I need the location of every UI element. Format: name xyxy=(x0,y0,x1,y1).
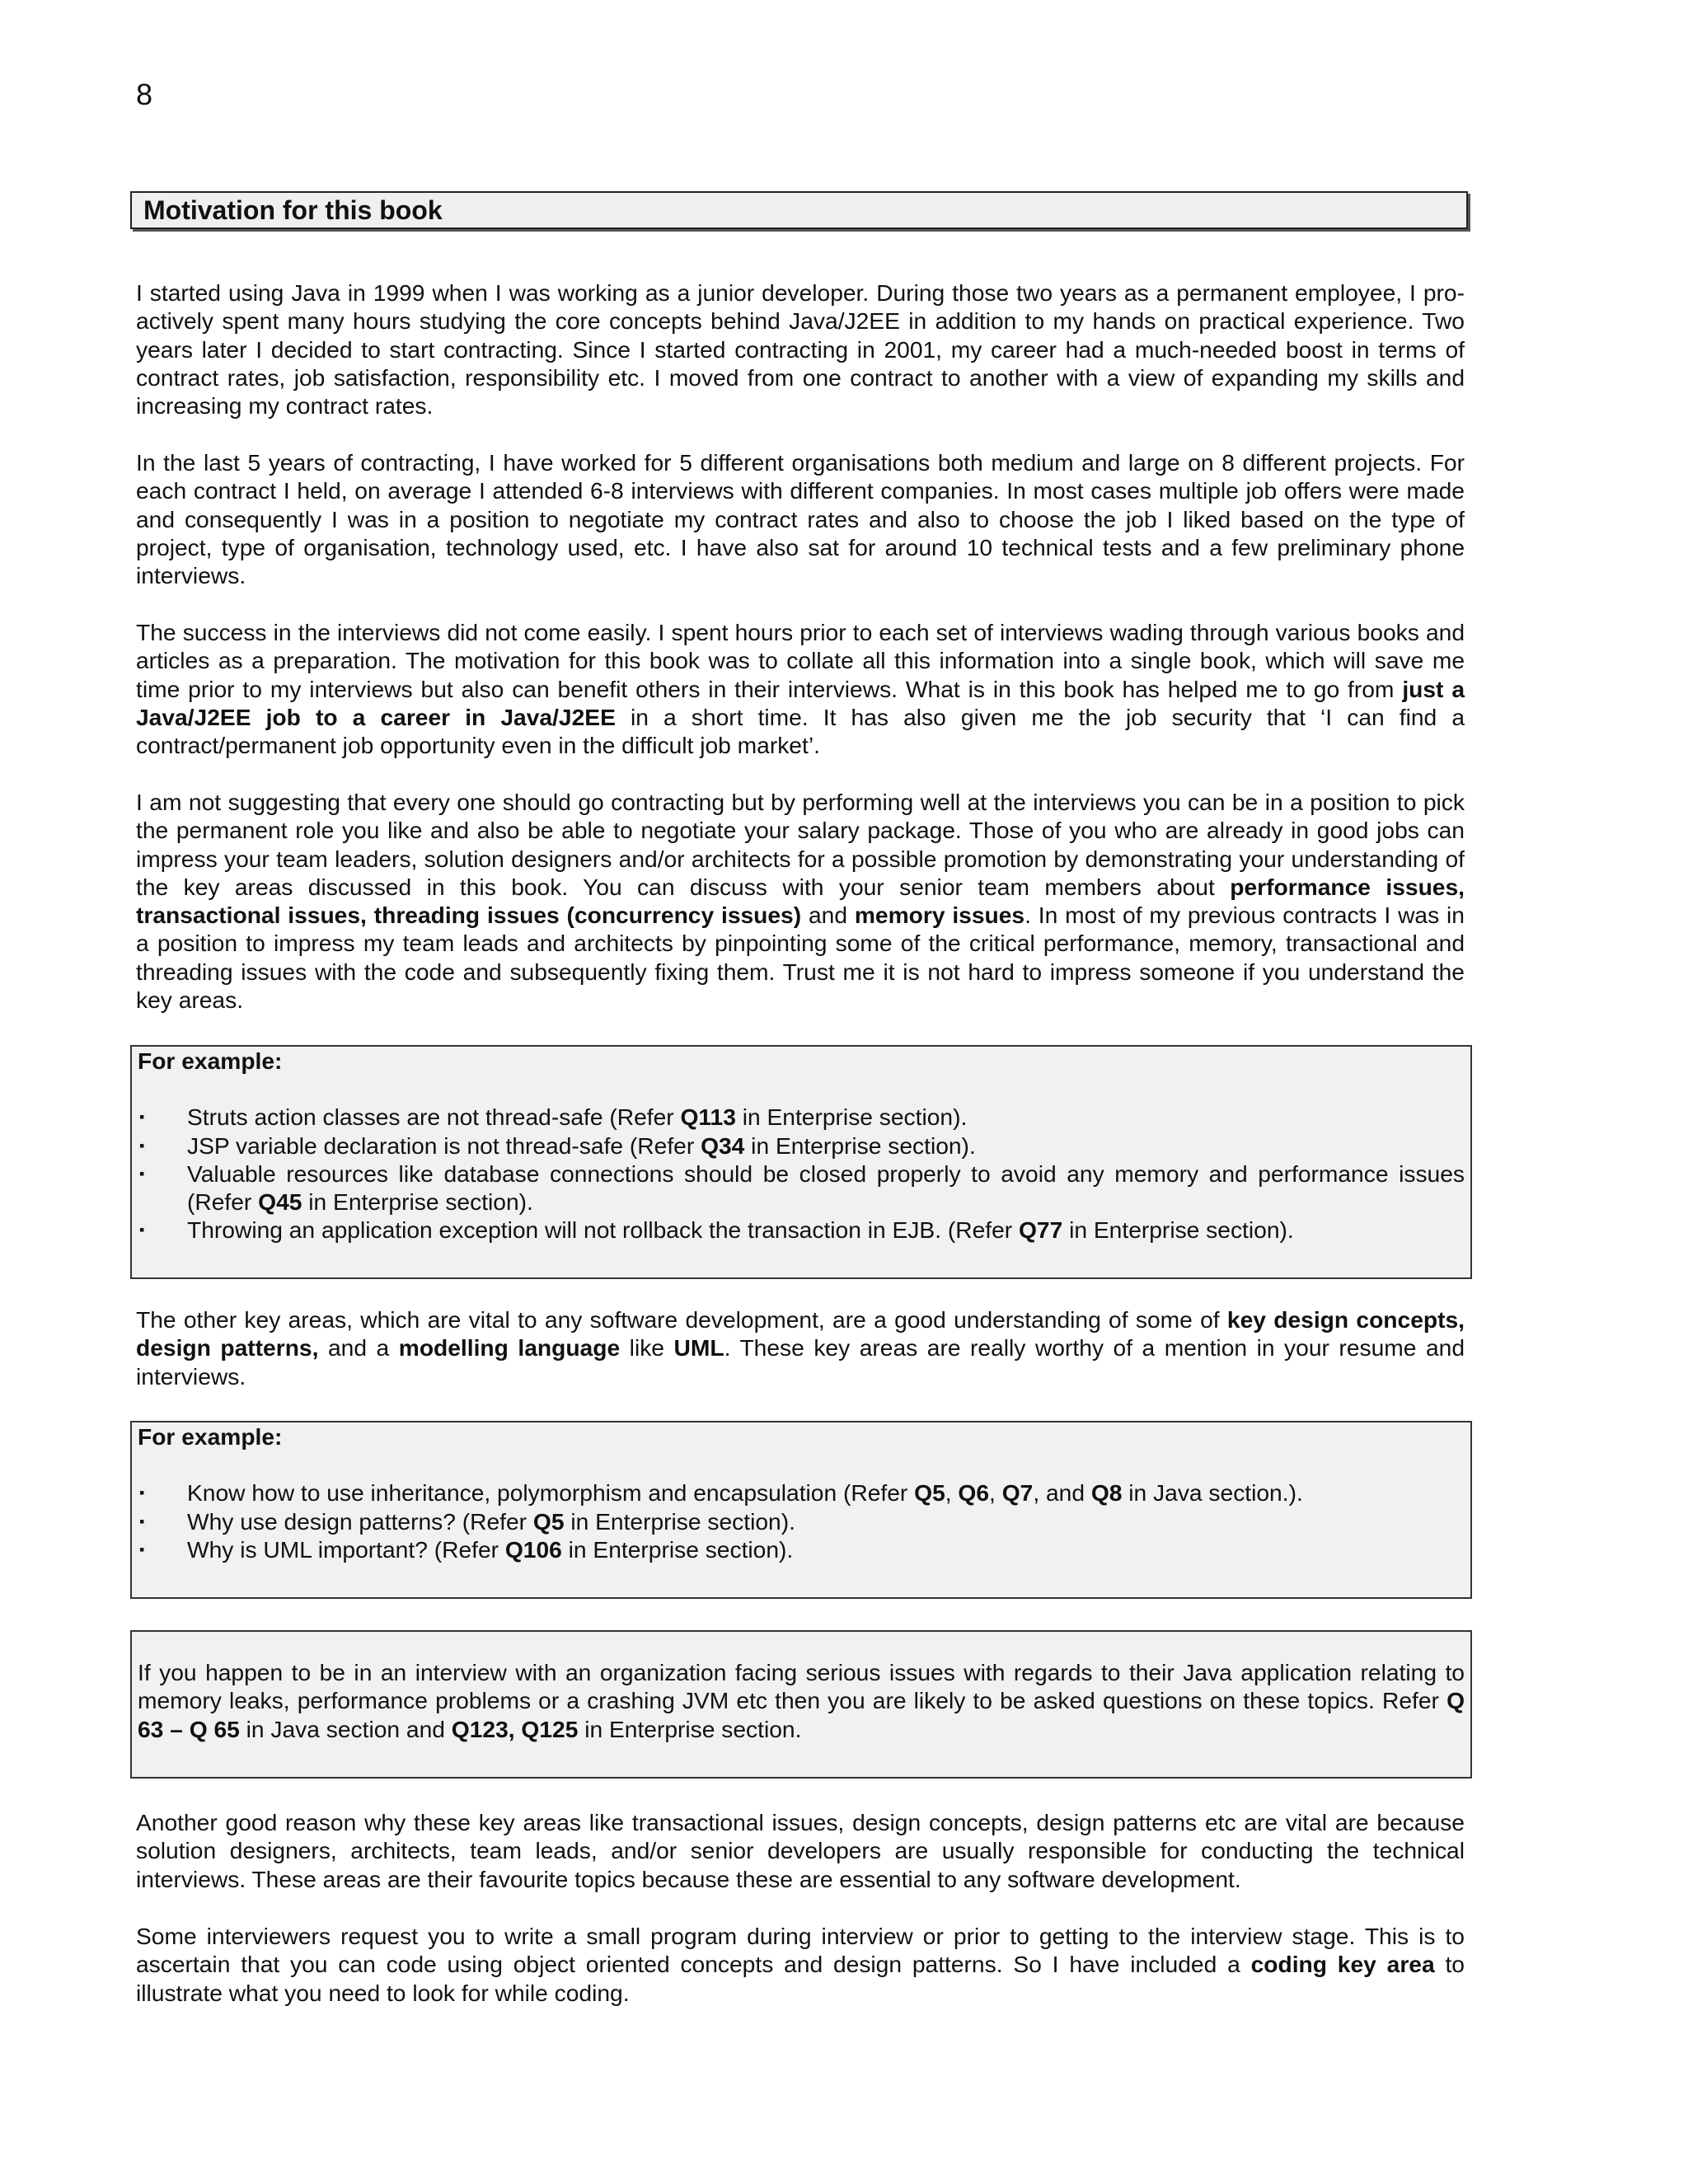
paragraph-1: I started using Java in 1999 when I was working as a junior developer. During those two years as a permanent employee, I pro-actively spent many hours studying the core concepts behind Java/J2EE in addition to my hands on practical experience. Two years later I decided to start contracting. Since I started contracting in 2001, my career had a much-needed boost in terms of contract rates, job satisfaction, responsibility etc. I moved from one contract to another with a view of expanding my skills and increasing my contract rates. xyxy=(136,279,1465,419)
example-box-title: For example: xyxy=(138,1423,283,1450)
paragraph-4: I am not suggesting that every one should go contracting but by performing well at the interviews you can be in a position to pick the permanent role you like and also be able to negotiate your salary package. Those of you who are already in good jobs can impress your team leaders, solution designers and/or architects for a possible promotion by demonstrating your understanding of the key areas discussed in this book. You can discuss with your senior team members about performance issues, transactional issues, threading issues (concurrency issues) and memory issues. In most of my previous contracts I was in a position to impress my team leads and architects by pinpointing some of the critical performance, memory, transactional and threading issues with the code and subsequently fixing them. Trust me it is not hard to impress someone if you understand the key areas. xyxy=(136,789,1465,1014)
section-heading-box xyxy=(130,191,1468,229)
section-heading: Motivation for this book xyxy=(143,195,443,225)
bullet-icon: ▪ xyxy=(139,1108,145,1126)
bullet-icon: ▪ xyxy=(139,1137,145,1154)
emphasis: UML xyxy=(673,1334,724,1361)
note-text: If you happen to be in an interview with an organization facing serious issues with regards to their Java application relating to memory leaks, performance problems or a crashing JVM etc then you are likely to be asked questions on these topics. Refer Q 63 – Q 65 in Java section and Q123, Q125 in Enterprise section. xyxy=(138,1659,1465,1742)
paragraph-5: The other key areas, which are vital to any software development, are a good understanding of some of key design concepts, design patterns, and a modelling language like UML. These key areas are really worthy of a mention in your resume and interviews. xyxy=(136,1306,1465,1390)
bullet-icon: ▪ xyxy=(139,1165,145,1182)
emphasis: performance issues, transactional issues, threading issues (concurrency issues) xyxy=(136,873,1465,929)
list-item: ▪ Know how to use inheritance, polymorphism and encapsulation (Refer Q5, Q6, Q7, and Q8 in Java section.). xyxy=(139,1479,1303,1507)
list-item: ▪ JSP variable declaration is not thread-safe (Refer Q34 in Enterprise section). xyxy=(139,1132,976,1159)
bullet-icon: ▪ xyxy=(139,1484,145,1502)
emphasis: modelling language xyxy=(398,1334,621,1361)
list-item: ▪ Valuable resources like database connections should be closed properly to avoid any memory and performance issues (Refer Q45 in Enterprise section). xyxy=(139,1160,1465,1216)
example-box-1 xyxy=(130,1045,1472,1279)
example-list-2 xyxy=(138,1479,1465,1563)
list-item: ▪ Why use design patterns? (Refer Q5 in Enterprise section). xyxy=(139,1507,795,1535)
emphasis: just a Java/J2EE job to a career in Java/J2EE xyxy=(136,675,1465,730)
paragraph-2: In the last 5 years of contracting, I have worked for 5 different organisations both medium and large on 8 different projects. For each contract I held, on average I attended 6-8 interviews with different companies. In most cases multiple job offers were made and consequently I was in a position to negotiate my contract rates and also to choose the job I liked based on the type of project, type of organisation, technology used, etc. I have also sat for around 10 technical tests and a few preliminary phone interviews. xyxy=(136,449,1465,589)
paragraph-7: Some interviewers request you to write a small program during interview or prior to getting to the interview stage. This is to ascertain that you can code using object oriented concepts and design patterns. So I have included a coding key area to illustrate what you need to look for while coding. xyxy=(136,1923,1465,2006)
page-number: 8 xyxy=(136,77,153,111)
emphasis: coding key area xyxy=(1250,1951,1435,1978)
note-box xyxy=(130,1630,1472,1779)
bullet-icon: ▪ xyxy=(139,1540,145,1558)
example-box-title: For example: xyxy=(138,1047,283,1074)
paragraph-6: Another good reason why these key areas like transactional issues, design concepts, design patterns etc are vital are because solution designers, architects, team leads, and/or senior developers are usually responsible for conducting the technical interviews. These areas are their favourite topics because these are essential to any software development. xyxy=(136,1809,1465,1892)
list-item: ▪ Struts action classes are not thread-safe (Refer Q113 in Enterprise section). xyxy=(139,1104,968,1131)
emphasis: memory issues xyxy=(854,902,1025,929)
paragraph-3: The success in the interviews did not come easily. I spent hours prior to each set of interviews wading through various books and articles as a preparation. The motivation for this book was to collate all this information into a single book, which will save me time prior to my interviews but also can benefit others in their interviews. What is in this book has helped me to go from just a Java/J2EE job to a career in Java/J2EE in a short time. It has also given me the job security that ‘I can find a contract/permanent job opportunity even in the difficult job market’. xyxy=(136,619,1465,759)
bullet-icon: ▪ xyxy=(139,1512,145,1530)
bullet-icon: ▪ xyxy=(139,1221,145,1239)
emphasis: key design concepts, design patterns, xyxy=(136,1306,1465,1361)
list-item: ▪ Throwing an application exception will not rollback the transaction in EJB. (Refer Q77 in Enterprise section). xyxy=(139,1216,1294,1244)
example-list-1 xyxy=(138,1103,1465,1244)
example-box-2 xyxy=(130,1421,1472,1599)
list-item: ▪ Why is UML important? (Refer Q106 in Enterprise section). xyxy=(139,1535,794,1563)
